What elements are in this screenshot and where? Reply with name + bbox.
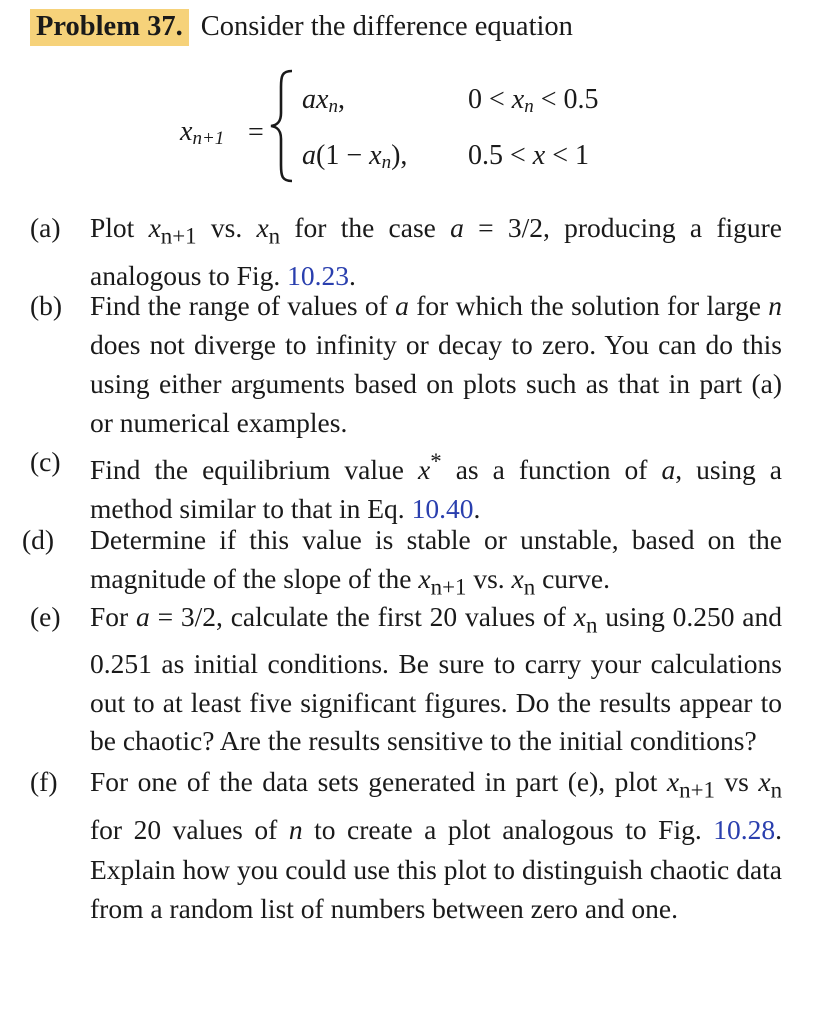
part-e-tag: (e) [30,601,61,632]
equation-lhs: $x_{n+1}$ [180,116,225,149]
part-f-tag: (f) [30,766,58,797]
equation-link-10-40[interactable]: 10.40 [411,493,474,525]
part-d-tag: (d) [22,524,55,555]
part-a: (a) Plot $x_{n+1}$ vs. $x_n$ for the case a = 3/2, producing a figure analogous to Fig. 10.23. [30,208,782,286]
part-d: (d) Determine if this value is stable or unstable, based on the magnitude of the slope of the $x_{n+1}$ vs. $x_n$ curve. [30,520,782,598]
case1-condition: $0 < x_n < 0.5$ [468,84,599,117]
part-a-tag: (a) [30,212,61,243]
problem-intro: Consider the difference equation [200,11,573,42]
problem-label: Problem 37. [30,9,189,46]
figure-link-10-23[interactable]: 10.23 [287,259,349,291]
difference-equation [0,70,814,200]
equals-sign: = [248,117,264,148]
problem-parts [22,208,783,929]
part-e: (e) For a = 3/2, calculate the first 20 values of $x_n$ using 0.250 and 0.251 as initial conditions. Be sure to carry your calculations out to at least five significant figures. Do the results appear to be chaotic? Are the results sensitive to the initial conditions? [30,598,782,752]
case2-expression: $a(1 - x_n)$, [302,140,408,173]
part-c-tag: (c) [30,446,61,477]
part-f: (f) For one of the data sets generated in part (e), plot $x_{n+1}$ vs $x_n$ for 20 values of n to create a plot analogous to Fig. 10.28. Explain how you could use this plot to distinguish chaotic data from a random list of numbers between zero and one. [30,762,782,929]
part-c: (c) Find the equilibrium value x* as a function of a, using a method similar to that in Eq. 10.40. [30,442,782,520]
problem-heading [30,6,573,48]
left-brace-icon [266,67,296,185]
case2-condition: 0.5 < x < 1 [468,140,590,171]
part-b: (b) Find the range of values of a for which the solution for large n does not diverge to infinity or decay to zero. You can do this using either arguments based on plots such as that in part (a) or numerical examples. [30,286,782,442]
figure-link-10-28[interactable]: 10.28 [713,814,776,845]
part-b-tag: (b) [30,290,63,321]
case1-expression: $ax_n$, [302,84,345,117]
